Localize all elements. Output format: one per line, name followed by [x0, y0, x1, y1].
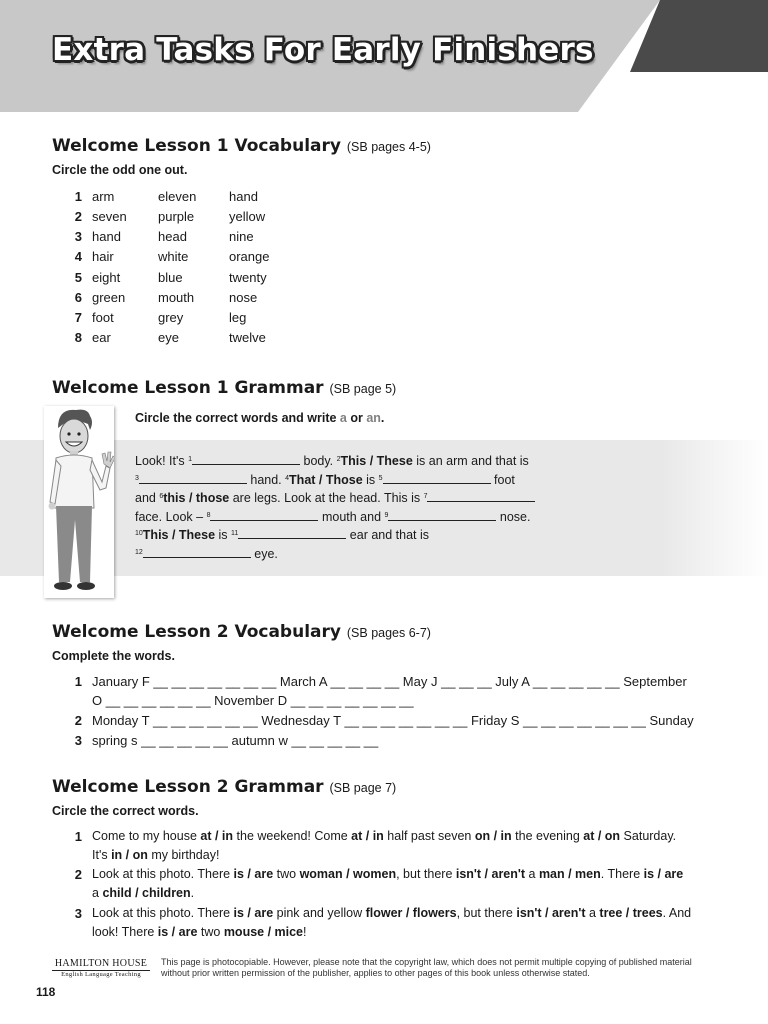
- paragraph-line: Look! It's $^1$ body. $^2$This / These is an arm and that is: [135, 454, 529, 468]
- sentence-item: [92, 865, 692, 903]
- choice-option[interactable]: at / on: [583, 829, 621, 843]
- word[interactable]: arm: [92, 189, 115, 204]
- sentence-text: , but there: [456, 906, 517, 920]
- months-row[interactable]: January F __ __ __ __ __ __ __ March A __ __ __ __ May J __ __ __ July A __ __ __ __ __ September: [92, 674, 687, 689]
- choice-option[interactable]: man / men: [538, 867, 601, 881]
- choice-option[interactable]: This / These: [142, 528, 216, 542]
- header-banner: [0, 0, 768, 112]
- word[interactable]: seven: [92, 209, 127, 224]
- logo-subtitle: English Language Teaching: [61, 971, 141, 978]
- word[interactable]: foot: [92, 310, 114, 325]
- choice-option[interactable]: is / are: [643, 867, 684, 881]
- character-card: [44, 406, 114, 598]
- word[interactable]: head: [158, 229, 187, 244]
- section-grammar2-heading: [52, 777, 396, 797]
- choice-option[interactable]: mouse / mice: [223, 925, 304, 939]
- sentence-text: Saturday. It's: [92, 829, 677, 862]
- page-number: 118: [36, 985, 56, 999]
- section-title: Welcome Lesson 2 Grammar: [52, 777, 324, 797]
- section-grammar1-heading: [52, 378, 396, 398]
- item-number: 1: [74, 829, 82, 844]
- choice-option[interactable]: is / are: [233, 906, 274, 920]
- option-a: a: [339, 411, 347, 425]
- item-number: 4: [74, 249, 82, 264]
- paragraph-line: and $^6$this / those are legs. Look at the head. This is $^7$: [135, 489, 555, 508]
- word[interactable]: nose: [229, 290, 258, 305]
- word[interactable]: hand: [229, 189, 258, 204]
- section-vocab1-heading: [52, 136, 431, 156]
- sentence-text: two: [273, 867, 300, 881]
- choice-option[interactable]: flower / flowers: [365, 906, 457, 920]
- answer-blank[interactable]: [210, 509, 318, 521]
- choice-option[interactable]: this / those: [163, 491, 230, 505]
- item-number: 1: [74, 674, 82, 689]
- sentence-text: .: [190, 886, 195, 900]
- choice-option[interactable]: at / in: [351, 829, 384, 843]
- word[interactable]: leg: [229, 310, 247, 325]
- item-number: 6: [74, 290, 82, 305]
- word[interactable]: mouth: [158, 290, 195, 305]
- section-title: Welcome Lesson 2 Vocabulary: [52, 622, 341, 642]
- word[interactable]: twelve: [229, 330, 266, 345]
- choice-option[interactable]: woman / women: [299, 867, 397, 881]
- word[interactable]: blue: [158, 270, 183, 285]
- sentence-text: two: [197, 925, 224, 939]
- sentence-text: the weekend! Come: [233, 829, 352, 843]
- section-ref: (SB page 7): [329, 781, 397, 795]
- grammar1-instruction: Circle the correct words and write a or an.: [135, 411, 385, 425]
- word[interactable]: grey: [158, 310, 184, 325]
- sentence-text: . And look! There: [92, 906, 692, 939]
- word[interactable]: eye: [158, 330, 179, 345]
- sentence-text: Look at this photo. There: [92, 906, 234, 920]
- section-title: Welcome Lesson 1 Vocabulary: [52, 136, 341, 156]
- word[interactable]: green: [92, 290, 126, 305]
- months-row[interactable]: O __ __ __ __ __ __ November D __ __ __ __ __ __ __: [92, 693, 414, 708]
- sentence-text: Come to my house: [92, 829, 201, 843]
- item-number: 7: [74, 310, 82, 325]
- item-number: 1: [74, 189, 82, 204]
- choice-option[interactable]: This / These: [340, 454, 413, 468]
- item-number: 2: [74, 713, 82, 728]
- logo-title: HAMILTON HOUSE: [52, 958, 150, 971]
- section-title: Welcome Lesson 1 Grammar: [52, 378, 324, 398]
- sentence-text: half past seven: [383, 829, 475, 843]
- copyright-notice: This page is photocopiable. However, please note that the copyright law, which does not permit multiple copying of published material without prior written permission of the publisher, applies to other pages of this book unless otherwise stated.: [161, 957, 692, 978]
- sentence-item: [92, 827, 692, 865]
- section-ref: (SB pages 6-7): [346, 626, 431, 640]
- publisher-logo: [52, 958, 150, 978]
- answer-blank[interactable]: [192, 453, 300, 465]
- sentence-text: my birthday!: [147, 848, 220, 862]
- item-number: 3: [74, 229, 82, 244]
- choice-option[interactable]: isn't / aren't: [516, 906, 586, 920]
- sentence-text: the evening: [511, 829, 584, 843]
- word[interactable]: yellow: [229, 209, 266, 224]
- answer-blank[interactable]: [143, 546, 251, 558]
- grammar2-instruction: Circle the correct words.: [52, 804, 199, 818]
- vocab1-instruction: Circle the odd one out.: [52, 163, 188, 177]
- word[interactable]: eight: [92, 270, 121, 285]
- answer-blank[interactable]: [388, 509, 496, 521]
- word[interactable]: purple: [158, 209, 195, 224]
- paragraph-line: $^3$ hand. $^4$That / Those is $^5$ foot: [135, 472, 515, 487]
- word[interactable]: hand: [92, 229, 121, 244]
- vocab2-instruction: Complete the words.: [52, 649, 175, 663]
- section-ref: (SB pages 4-5): [346, 140, 431, 154]
- sentence-text: . There: [600, 867, 644, 881]
- word[interactable]: twenty: [229, 270, 267, 285]
- sentence-text: a: [92, 886, 103, 900]
- days-row[interactable]: Monday T __ __ __ __ __ __ Wednesday T __ __ __ __ __ __ __ Friday S __ __ __ __ __ __ __ Sunday: [92, 713, 694, 728]
- choice-option[interactable]: That / Those: [289, 472, 363, 487]
- word[interactable]: hair: [92, 249, 114, 264]
- sentence-text: pink and yellow: [273, 906, 366, 920]
- paragraph-line: $^{10}$This / These is $^{11}$ ear and that is: [135, 528, 430, 542]
- answer-blank[interactable]: [238, 527, 346, 539]
- choice-option[interactable]: on / in: [474, 829, 512, 843]
- answer-blank[interactable]: [427, 490, 535, 502]
- sentence-text: Look at this photo. There: [92, 867, 234, 881]
- choice-option[interactable]: child / children: [102, 886, 191, 900]
- item-number: 3: [74, 906, 82, 921]
- word[interactable]: eleven: [158, 189, 197, 204]
- item-number: 8: [74, 330, 82, 345]
- seasons-row[interactable]: spring s __ __ __ __ __ autumn w __ __ __ __ __: [92, 733, 379, 748]
- choice-option[interactable]: at / in: [200, 829, 234, 843]
- word[interactable]: white: [158, 249, 189, 264]
- choice-option[interactable]: is / are: [233, 867, 274, 881]
- choice-option[interactable]: isn't / aren't: [455, 867, 526, 881]
- sentence-item: [92, 904, 692, 942]
- sentence-text: a: [585, 906, 600, 920]
- answer-blank[interactable]: [383, 472, 491, 484]
- word[interactable]: orange: [229, 249, 270, 264]
- item-number: 5: [74, 270, 82, 285]
- paragraph-line: $^{12}$ eye.: [135, 546, 278, 561]
- choice-option[interactable]: tree / trees: [599, 906, 663, 920]
- sentence-text: a: [525, 867, 539, 881]
- section-ref: (SB page 5): [329, 382, 397, 396]
- choice-option[interactable]: is / are: [157, 925, 198, 939]
- option-an: an: [366, 411, 381, 425]
- item-number: 3: [74, 733, 82, 748]
- item-number: 2: [74, 867, 82, 882]
- sentence-text: !: [303, 925, 307, 939]
- word[interactable]: nine: [229, 229, 254, 244]
- paragraph-line: face. Look – $^8$ mouth and $^9$ nose.: [135, 509, 531, 524]
- boy-waving-icon: [44, 406, 114, 598]
- word[interactable]: ear: [92, 330, 111, 345]
- choice-option[interactable]: in / on: [111, 848, 148, 862]
- page-title: Extra Tasks For Early Finishers: [52, 32, 594, 68]
- section-vocab2-heading: [52, 622, 431, 642]
- sentence-text: , but there: [396, 867, 456, 881]
- item-number: 2: [74, 209, 82, 224]
- answer-blank[interactable]: [139, 472, 247, 484]
- gap-fill-paragraph: [135, 452, 555, 563]
